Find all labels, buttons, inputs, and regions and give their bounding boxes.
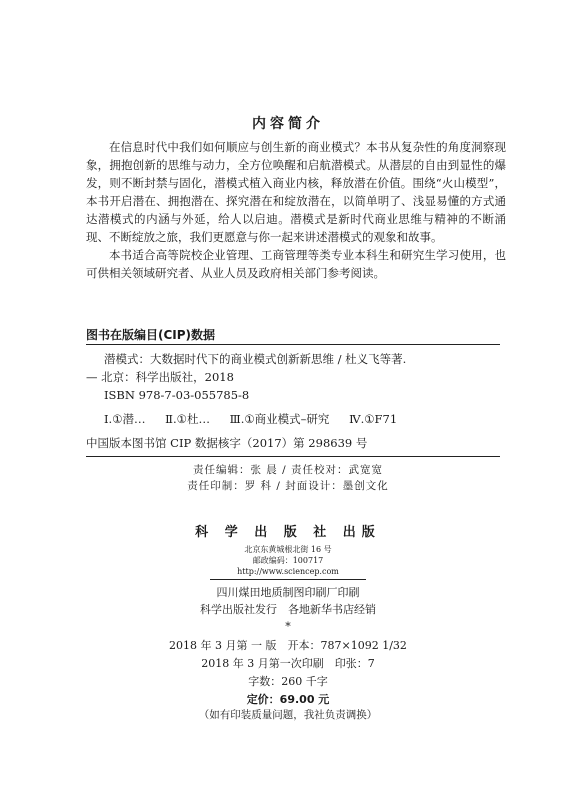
publisher-address: 北京东黄城根北街 16 号 (244, 545, 332, 554)
distribution-line: 科学出版社发行 各地新华书店经销 (200, 603, 376, 616)
intro-text (86, 138, 506, 282)
publisher-postcode: 邮政编码：100717 (252, 556, 324, 565)
cip-publisher-line: — 北京：科学出版社，2018 (86, 370, 234, 384)
cip-classification (86, 410, 500, 428)
cip-block (86, 350, 500, 452)
cip-class-2: Ⅱ.①杜… (165, 412, 210, 426)
cip-top-rule (86, 344, 500, 345)
quality-note: （如有印装质量问题，我社负责调换） (198, 709, 378, 721)
printer-line: 四川煤田地质制图印刷厂印刷 (216, 586, 360, 599)
cip-isbn: ISBN 978-7-03-055785-8 (104, 388, 250, 402)
publisher-rule (210, 579, 366, 580)
separator-asterisk: * (285, 620, 291, 633)
cip-bottom-rule (86, 456, 500, 457)
price: 定价：69.00 元 (246, 693, 330, 706)
cip-class-4: Ⅳ.①F71 (349, 412, 398, 426)
publisher-website: http://www.sciencep.com (237, 567, 339, 576)
credits-line-2: 责任印制：罗 科 / 封面设计：墨创文化 (187, 480, 389, 492)
cip-heading: 图书在版编目(CIP)数据 (86, 328, 216, 342)
cip-title-line: 潜模式：大数据时代下的商业模式创新新思维 / 杜义飞等著. (104, 352, 407, 366)
word-count: 字数：260 千字 (248, 675, 328, 688)
intro-paragraph-1: 在信息时代中我们如何顺应与创生新的商业模式？本书从复杂性的角度洞察现象，拥抱创新的思维与动力，全方位唤醒和启航潜模式。从潜层的自由到显性的爆发，则不断封禁与固化，潜模式植入商业内核，释放潜在价值。围绕“火山模型”，本书开启潜在、拥抱潜在、探究潜在和绽放潜在，以简单明了、浅显易懂的方式通达潜模式的内涵与外延，给人以启迪。潜模式是新时代商业思维与精神的不断涌现、不断绽放之旅，我们更愿意与你一起来讲述潜模式的观象和故事。 (86, 140, 506, 244)
credits-line-1: 责任编辑：张 晨 / 责任校对：武宽宽 (192, 464, 384, 476)
publisher-name: 科 学 出 版 社 出版 (195, 525, 381, 540)
edition-line: 2018 年 3 月第 一 版 开本：787×1092 1/32 (169, 639, 407, 652)
intro-paragraph-2: 本书适合高等院校企业管理、工商管理等类专业本科生和研究生学习使用，也可供相关领域研究者、从业人员及政府相关部门参考阅读。 (86, 248, 506, 280)
cip-class-3: Ⅲ.①商业模式–研究 (229, 412, 330, 426)
impression-line: 2018 年 3 月第一次印刷 印张：7 (201, 657, 375, 670)
cip-number: 中国版本图书馆 CIP 数据核字（2017）第 298639 号 (86, 436, 368, 450)
cip-class-1: Ⅰ.①潜… (104, 412, 146, 426)
intro-title: 内容简介 (252, 116, 324, 132)
